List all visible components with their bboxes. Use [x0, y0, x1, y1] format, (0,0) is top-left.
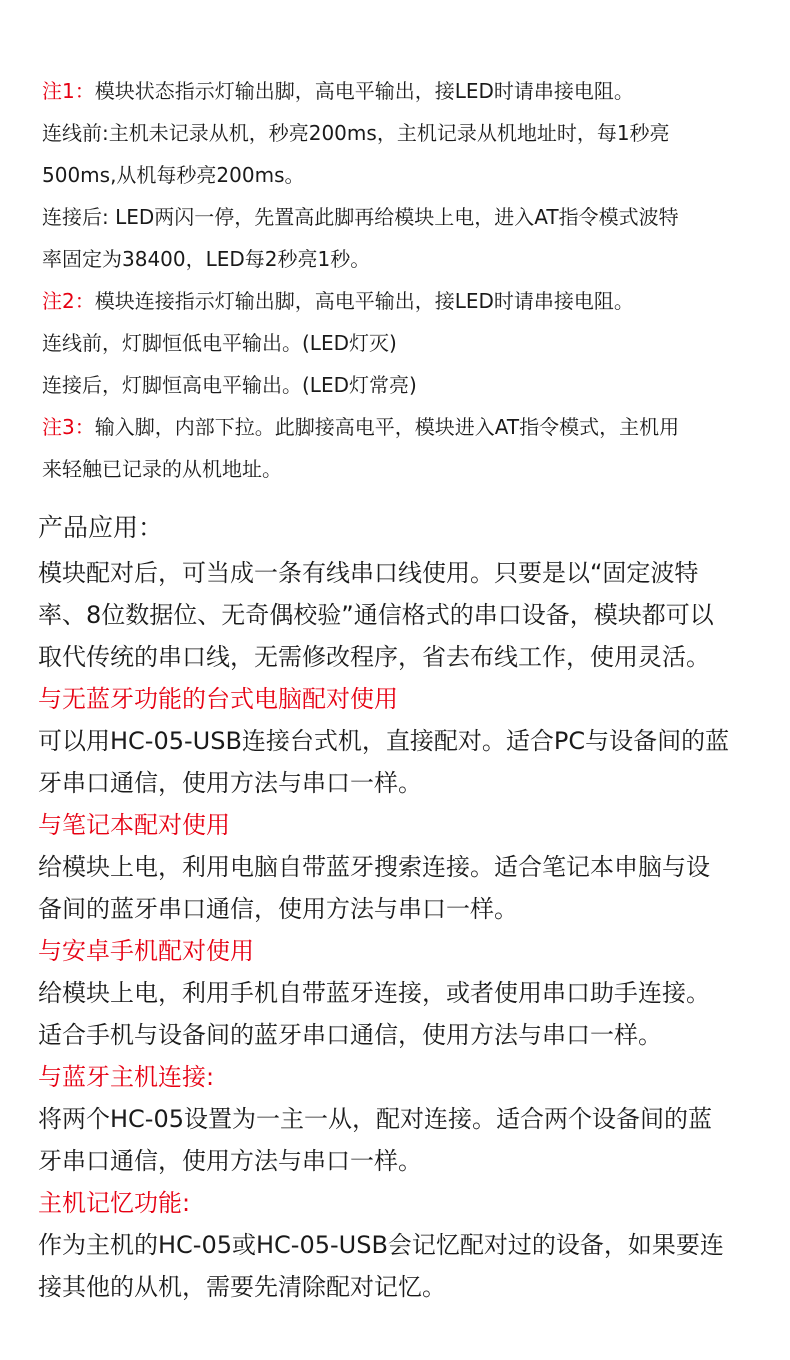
application-heading: 产品应用：: [38, 513, 164, 542]
intro-line: 取代传统的串口线，无需修改程序，省去布线工作，使用灵活。: [38, 643, 710, 671]
note-3-text: 输入脚，内部下拉。此脚接高电平，模块进入AT指令模式，主机用: [94, 415, 680, 439]
section-line: 牙串口通信，使用方法与串口一样。: [38, 1147, 422, 1175]
application-intro: [38, 552, 768, 678]
section-line: 牙串口通信，使用方法与串口一样。: [38, 769, 422, 797]
section-title-laptop: 与笔记本配对使用: [38, 811, 230, 839]
section-line: 给模块上电，利用手机自带蓝牙连接，或者使用串口助手连接。: [38, 979, 710, 1007]
section-line: 备间的蓝牙串口通信，使用方法与串口一样。: [38, 895, 518, 923]
section-line: 给模块上电，利用电脑自带蓝牙搜索连接。适合笔记本申脑与设: [38, 853, 710, 881]
note-2-text: 模块连接指示灯输出脚，高电平输出，接LED时请串接电阻。: [94, 289, 634, 313]
note-2-detail: 连接后，灯脚恒高电平输出。(LED灯常亮): [42, 373, 417, 397]
note-3-detail: 来轻触已记录的从机地址。: [42, 457, 282, 481]
section-line: 将两个HC-05设置为一主一从，配对连接。适合两个设备间的蓝: [38, 1105, 713, 1133]
note-1-text: 模块状态指示灯输出脚，高电平输出，接LED时请串接电阻。: [94, 79, 634, 103]
section-body-android: [38, 972, 768, 1056]
section-title-android: 与安卓手机配对使用: [38, 937, 254, 965]
note-2-line: [42, 280, 762, 322]
section-line: 作为主机的HC-05或HC-05-USB会记忆配对过的设备，如果要连: [38, 1231, 724, 1259]
section-line: 适合手机与设备间的蓝牙串口通信，使用方法与串口一样。: [38, 1021, 662, 1049]
section-line: 可以用HC-05-USB连接台式机，直接配对。适合PC与设备间的蓝: [38, 727, 730, 755]
note-1-line: [42, 70, 762, 112]
note-3-line: [42, 406, 762, 448]
note-1-detail: 连接后: LED两闪一停，先置高此脚再给模块上电，进入AT指令模式波特: [42, 205, 679, 229]
product-application: [38, 506, 768, 1308]
section-body-desktop: [38, 720, 768, 804]
note-1-detail: 连线前:主机未记录从机，秒亮200ms，主机记录从机地址时，每1秒亮: [42, 121, 670, 145]
note-3-prefix: 注3：: [42, 415, 95, 439]
note-2-detail: 连线前，灯脚恒低电平输出。(LED灯灭): [42, 331, 397, 355]
section-title-bt-host: 与蓝牙主机连接:: [38, 1063, 215, 1091]
intro-line: 率、8位数据位、无奇偶校验”通信格式的串口设备，模块都可以: [38, 601, 714, 629]
note-1-detail: 率固定为38400，LED每2秒亮1秒。: [42, 247, 371, 271]
section-title-memory: 主机记忆功能:: [38, 1189, 191, 1217]
section-title-desktop: 与无蓝牙功能的台式电脑配对使用: [38, 685, 398, 713]
section-body-bt-host: [38, 1098, 768, 1182]
section-body-laptop: [38, 846, 768, 930]
section-line: 接其他的从机，需要先清除配对记忆。: [38, 1273, 446, 1301]
section-body-memory: [38, 1224, 768, 1308]
note-2-prefix: 注2：: [42, 289, 95, 313]
note-1-detail: 500ms,从机每秒亮200ms。: [42, 163, 305, 187]
note-1-prefix: 注1：: [42, 79, 95, 103]
intro-line: 模块配对后，可当成一条有线串口线使用。只要是以“固定波特: [38, 559, 699, 587]
pin-notes: [42, 70, 762, 490]
